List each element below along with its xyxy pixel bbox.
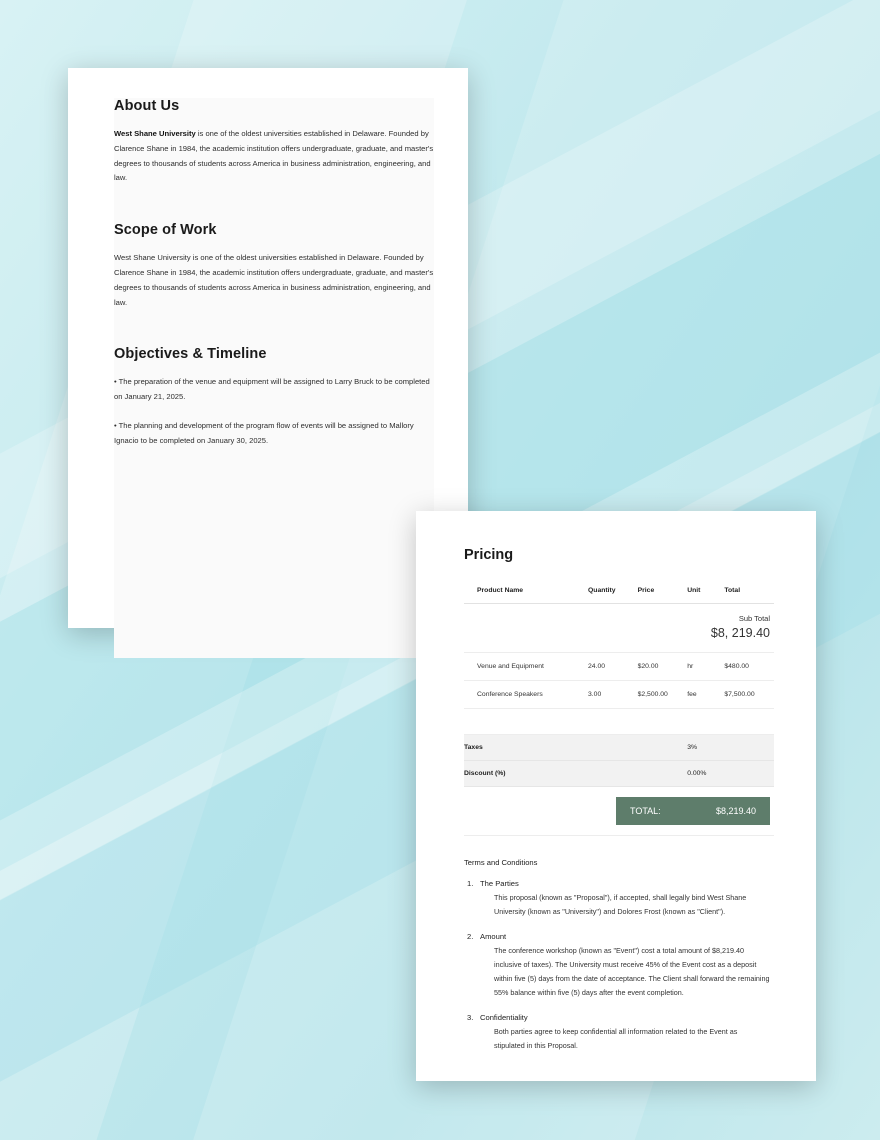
discount-spacer (724, 761, 774, 787)
page-two-content (464, 547, 770, 1066)
term-title: The Parties (480, 879, 519, 888)
term-number: 3. (467, 1013, 474, 1023)
taxes-label: Taxes (464, 735, 588, 761)
term-item (464, 879, 770, 919)
pricing-title: Pricing (464, 547, 514, 563)
taxes-spacer (638, 735, 688, 761)
cell-empty (638, 709, 688, 735)
total-value: $8,219.40 (715, 806, 756, 816)
term-body (480, 879, 770, 919)
subtotal-value: $8, 219.40 (710, 625, 770, 640)
objective-item: • The planning and development of the program flow of events will be assigned to Mallory Ignacio to be completed on January 30, 2025. (114, 420, 414, 445)
column-price: Price (638, 578, 688, 604)
term-title: Amount (480, 932, 507, 942)
taxes-spacer (724, 735, 774, 761)
discount-spacer (638, 761, 688, 787)
cell-price: $2,500.00 (638, 681, 688, 709)
column-quantity: Quantity (588, 578, 638, 604)
subtotal-label: Sub Total (738, 614, 770, 623)
cell-empty (724, 709, 774, 735)
taxes-row (464, 735, 774, 761)
table-row-empty (464, 709, 774, 735)
term-title: Confidentiality (480, 1013, 528, 1023)
cell-product-name: Conference Speakers (464, 681, 588, 709)
page-one-content (114, 98, 438, 463)
cell-empty (687, 709, 724, 735)
total-label: TOTAL: (630, 806, 661, 816)
scope-of-work-title: Scope of Work (114, 222, 217, 239)
discount-value: 0.00% (687, 761, 724, 787)
subtotal-cell (464, 604, 774, 653)
cell-quantity: 3.00 (588, 681, 638, 709)
scope-of-work-paragraph: West Shane University is one of the oldest universities established in Delaware. Founded by Clarence Shane in 1984, the academic institution offers undergraduate, graduate, and master's degrees to thousands of students across America in business administration, engineering, and law. (114, 253, 434, 307)
column-unit: Unit (687, 578, 724, 604)
term-item (464, 932, 770, 1000)
table-row (464, 653, 774, 681)
cell-empty (588, 709, 638, 735)
term-text: The conference workshop (known as "Event") cost a total amount of $8,219.40 inclusive of taxes). The University must receive 45% of the Event cost as a deposit within five (5) days from the date of acceptance. The Client shall forward the remaining 55% balance within five (5) days after the event completion. (494, 946, 770, 998)
column-total: Total (724, 578, 774, 604)
cell-product-name: Venue and Equipment (464, 653, 588, 681)
term-number: 1. (467, 879, 474, 888)
discount-row (464, 761, 774, 787)
discount-spacer (588, 761, 638, 787)
discount-label: Discount (%) (464, 761, 588, 787)
about-us-lead: West Shane University (114, 129, 196, 138)
proposal-page-one (68, 68, 468, 628)
term-number: 2. (467, 932, 474, 942)
grand-total-row (464, 787, 774, 836)
pricing-table (464, 578, 774, 836)
column-product-name: Product Name (464, 578, 588, 604)
cell-price: $20.00 (638, 653, 688, 681)
cell-empty (464, 709, 588, 735)
term-body (480, 1013, 770, 1053)
cell-quantity: 24.00 (588, 653, 638, 681)
about-us-paragraph (114, 127, 438, 186)
grand-total-cell (464, 787, 774, 836)
table-row (464, 681, 774, 709)
subtotal-row (464, 604, 774, 653)
total-box (616, 797, 770, 825)
cell-unit: fee (687, 681, 724, 709)
taxes-spacer (588, 735, 638, 761)
pricing-header-row (464, 578, 774, 604)
proposal-page-two (416, 511, 816, 1081)
objective-item: • The preparation of the venue and equipment will be assigned to Larry Bruck to be completed on January 21, 2025. (114, 377, 430, 402)
about-us-title: About Us (114, 98, 180, 114)
cell-total: $7,500.00 (724, 681, 774, 709)
objectives-timeline-title: Objectives & Timeline (114, 346, 267, 363)
taxes-value: 3% (687, 735, 724, 761)
cell-unit: hr (687, 653, 724, 681)
cell-total: $480.00 (724, 653, 774, 681)
term-text: This proposal (known as "Proposal"), if accepted, shall legally bind West Shane University (known as "University") and Dolores Frost (known as "Client"). (494, 893, 747, 917)
term-text: Both parties agree to keep confidential all information related to the Event as stipulated in this Proposal. (494, 1027, 738, 1051)
term-item (464, 1013, 770, 1053)
terms-and-conditions-heading: Terms and Conditions (464, 858, 538, 867)
about-us-body: is one of the oldest universities established in Delaware. Founded by Clarence Shane in 1984, the academic institution offers undergraduate, graduate, and master's degrees to thousands of students across America in business administration, engineering, and law. (114, 129, 434, 183)
term-body (480, 932, 770, 1000)
